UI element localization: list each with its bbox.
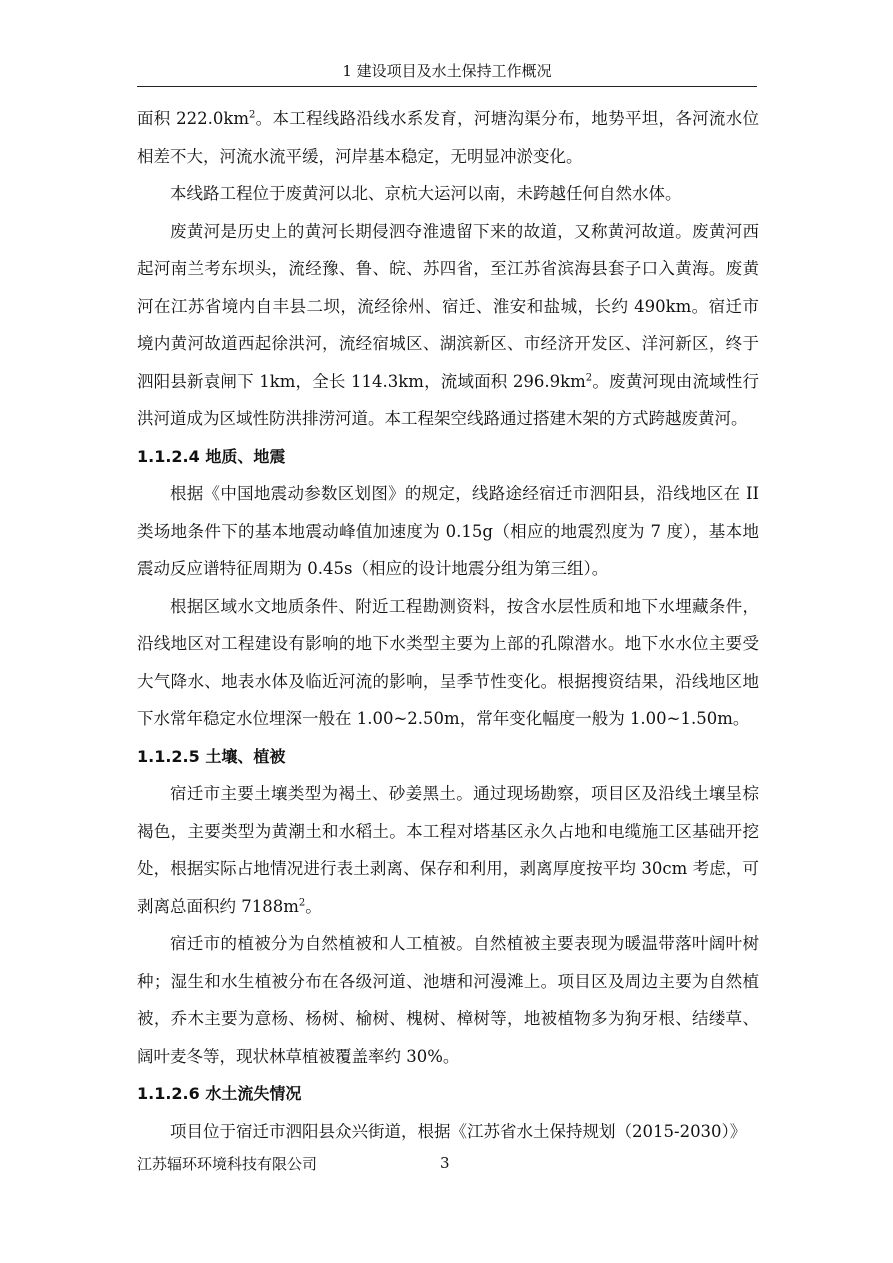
paragraph-text: 。 xyxy=(305,896,322,916)
section-heading-soil-vegetation: 1.1.2.5 土壤、植被 xyxy=(137,746,286,766)
paragraph-vegetation: 宿迁市的植被分为自然植被和人工植被。自然植被主要表现为暖温带落叶阔叶树种；湿生和水生植被分布在各级河道、池塘和河漫滩上。项目区及周边主要为自然植被，乔木主要为意杨、杨树、榆树、槐树、樟树等，地被植物多为狗牙根、结缕草、阔叶麦冬等，现状林草植被覆盖率约 30%。 xyxy=(137,934,759,1066)
paragraph-erosion-status: 项目位于宿迁市泗阳县众兴街道，根据《江苏省水土保持规划（2015-2030）》 xyxy=(170,1121,747,1141)
page-header: 1 建设项目及水土保持工作概况 xyxy=(342,62,552,80)
section-heading-geology: 1.1.2.4 地质、地震 xyxy=(137,446,286,466)
paragraph-seismic: 根据《中国地震动参数区划图》的规定，线路途经宿迁市泗阳县，沿线地区在 II 类场地条件下的基本地震动峰值加速度为 0.15g（相应的地震烈度为 7 度），基本地震动反应谱特征周期为 0.45s（相应的设计地震分组为第三组）。 xyxy=(137,484,759,578)
section-heading-soil-erosion: 1.1.2.6 水土流失情况 xyxy=(137,1084,302,1103)
paragraph-soil xyxy=(137,775,759,925)
paragraph-yellow-river xyxy=(137,213,759,438)
paragraph-text: 面积 222.0km xyxy=(137,109,249,128)
paragraph-text: 废黄河是历史上的黄河长期侵泗夺淮遗留下来的故道，又称黄河故道。废黄河西起河南兰考东坝头，流经豫、鲁、皖、苏四省，至江苏省滨海县套子口入黄海。废黄河在江苏省境内自丰县二坝，流经徐州、宿迁、淮安和盐城，长约 490km。宿迁市境内黄河故道西起徐洪河，流经宿城区、湖滨新区、市经济开发区、洋河新区，终于泗阳县新袁闸下 1km，全长 114.3km，流域面积 296.9km xyxy=(137,221,759,391)
paragraph-text: 。废黄河现由流域性行洪河道成为区域性防洪排涝河道。本工程架空线路通过搭建木架的方式跨越废黄河。 xyxy=(137,371,760,428)
paragraph-text: 。本工程线路沿线水系发育，河塘沟渠分布，地势平坦，各河流水位相差不大，河流水流平缓，河岸基本稳定，无明显冲淤变化。 xyxy=(137,109,759,166)
paragraph-text: 宿迁市主要土壤类型为褐土、砂姜黑土。通过现场勘察，项目区及沿线土壤呈棕褐色，主要类型为黄潮土和水稻土。本工程对塔基区永久占地和电缆施工区基础开挖处，根据实际占地情况进行表土剥离、保存和利用，剥离厚度按平均 30cm 考虑，可剥离总面积约 7188m xyxy=(137,784,759,916)
page-number: 3 xyxy=(440,1154,450,1172)
superscript: 2 xyxy=(585,372,593,383)
paragraph-water-area xyxy=(137,100,759,175)
paragraph-groundwater: 根据区域水文地质条件、附近工程勘测资料，按含水层性质和地下水埋藏条件，沿线地区对工程建设有影响的地下水类型主要为上部的孔隙潜水。地下水水位主要受大气降水、地表水体及临近河流的影响，呈季节性变化。根据搜资结果，沿线地区地下水常年稳定水位埋深一般在 1.00~2.50m，常年变化幅度一般为 1.00~1.50m。 xyxy=(137,596,759,728)
superscript: 2 xyxy=(249,109,256,121)
document-body xyxy=(137,100,759,1150)
superscript: 2 xyxy=(298,897,306,908)
paragraph-route-location: 本线路工程位于废黄河以北、京杭大运河以南，未跨越任何自然水体。 xyxy=(170,184,682,203)
footer-company-name: 江苏辐环环境科技有限公司 xyxy=(137,1155,318,1173)
header-divider xyxy=(137,86,757,87)
